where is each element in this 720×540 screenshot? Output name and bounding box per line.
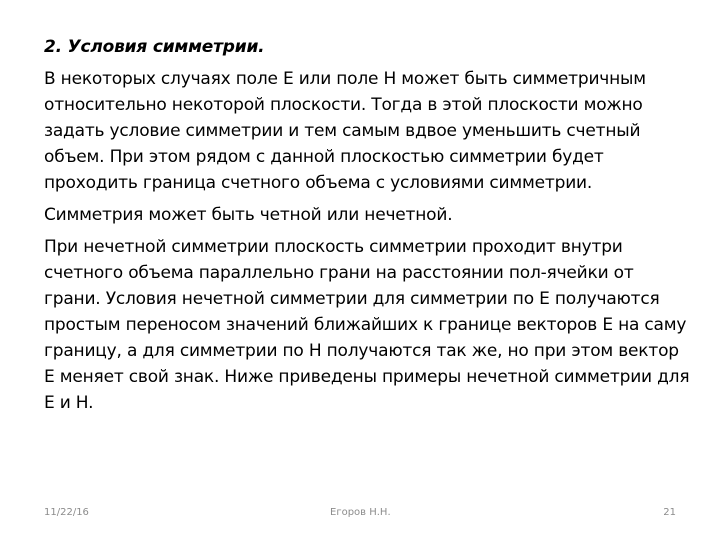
- paragraph-odd-symmetry: При нечетной симметрии плоскость симметрии проходит внутри счетного объема параллельно грани на расстоянии пол-ячейки от грани. Условия нечетной симметрии для симметрии по E получаются простым переносом значений ближайших к границе векторов E на саму границу, а для симметрии по H получаются так же, но при этом вектор E меняет свой знак. Ниже приведены примеры нечетной симметрии для E и H.: [44, 237, 690, 413]
- slide-body: [44, 34, 694, 422]
- footer-page-number: 21: [663, 507, 676, 518]
- section-heading: 2. Условия симметрии.: [44, 37, 265, 57]
- footer-author: Егоров Н.Н.: [330, 507, 391, 518]
- paragraph-symmetry-intro: В некоторых случаях поле E или поле H может быть симметричным относительно некоторой плоскости. Тогда в этой плоскости можно задать условие симметрии и тем самым вдвое уменьшить счетный объем. При этом рядом с данной плоскостью симметрии будет проходить граница счетного объема с условиями симметрии.: [44, 69, 646, 193]
- footer-date: 11/22/16: [44, 507, 89, 518]
- paragraph-symmetry-types: Симметрия может быть четной или нечетной.: [44, 205, 453, 225]
